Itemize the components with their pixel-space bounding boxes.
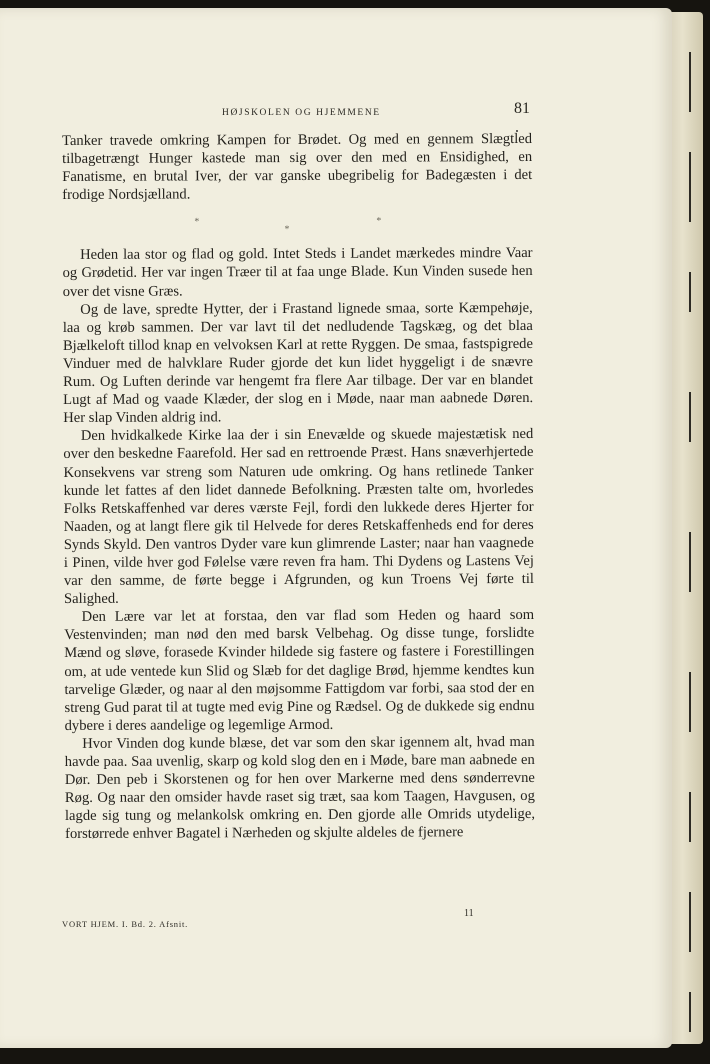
section-break: [62, 202, 532, 246]
paragraph: Hvor Vinden dog kunde blæse, det var som den skar igennem alt, hvad man havde paa. Saa uvenlig, skarp og kold slog den en i Møde, bare man aabnede en Dør. Den peb i Skorstenen og for hen over Markerne med dens sønderrevne Røg. Og naar den omsider havde raset sig træt, saa kom Taagen, Havgusen, og lagde sig tung og melankolsk omkring en. Den gjorde alle Omrids utydelige, forstørrede enhver Bagatel i Nærheden og skjulte aldeles de fjernere: [64, 733, 536, 843]
paragraph: Heden laa stor og flad og gold. Intet Steds i Landet mærkedes mindre Vaar og Grødetid. Her var ingen Træer til at faa unge Blade. Kun Vinden susede hen over det visne Græs.: [62, 245, 533, 300]
book-page-edges: [668, 12, 703, 1044]
page-header: [0, 100, 672, 122]
signature-line: VORT HJEM. I. Bd. 2. Afsnit.: [62, 919, 189, 929]
asterisk: *: [376, 215, 382, 228]
book-page: [0, 8, 672, 1048]
sheet-number: 11: [464, 908, 474, 919]
paragraph: Den Lære var let at forstaa, den var flad som Heden og haard som Vestenvinden; man nød den med barsk Velbehag. Og disse tunge, forslidte Mænd og sløve, forasede Kvinder hildede sig fastere og fastere i Forestillingen om, at ude ventede kun Slid og Slæb for det daglige Brød, hjemme kendtes kun tarvelige Glæder, og naar al den møjsomme Fattigdom var forbi, saa stod der en streng Gud parat til at tugte med evig Pine og Rædsel. Og de dukkede sig endnu dybere i deres aandelige og legemlige Armod.: [64, 607, 535, 734]
paragraph: Den hvidkalkede Kirke laa der i sin Enevælde og skuede majestætisk ned over den beskedne Faarefold. Her sad en rettroende Præst. Hans snæverhjertede Konsekvens var streng som Naturen ude omkring. Og hans retlinede Tanker kunde let fattes af den lidet dannede Befolkning. Præsten talte om, hvorledes Folks Retskaffenhed var deres værste Fejl, fordi den lukkede deres Hjerter for Naaden, og at langt flere gik til Helvede for deres Retskaffenheds end for deres Synds Skyld. Den vantros Dyder vare kun glimrende Laster; naar han vaagnede i Pinen, vilde hver god Følelse være reven fra ham. Thi Dydens og Lastens Vej var den samme, de førte begge i Afgrunden, og kun Troens Vej førte til Salighed.: [63, 426, 534, 608]
body-text: [62, 130, 535, 844]
running-head: HØJSKOLEN OG HJEMMENE: [222, 108, 381, 118]
asterisk: *: [284, 224, 290, 236]
paragraph: Tanker travede omkring Kampen for Brødet. Og med en gennem Slægtled tilbagetrængt Hunger kastede man sig over den med en Ensidighed, en Fanatisme, en brutal Iver, der var ganske ubegribelig for Badegæsten i det frodige Nordsjælland.: [62, 130, 533, 204]
paragraph: Og de lave, spredte Hytter, der i Frastand lignede smaa, sorte Kæmpehøje, laa og krøb sammen. Der var lavt til det nedludende Tagskæg, og det blaa Bjælkeloft tillod knap en velvoksen Karl at rette Ryggen. De smaa, fastspigrede Vinduer med de halvklare Ruder gjorde det kun lidet hyggeligt i de snævre Rum. Og Luften derinde var hengemt fra flere Aar tilbage. Der var en blandet Lugt af Mad og vaade Klæder, der slog en i Møde, naar man aabnede Døren. Her slap Vinden aldrig ind.: [62, 299, 534, 427]
asterisk: *: [194, 216, 200, 228]
page-number: 81: [514, 100, 530, 117]
